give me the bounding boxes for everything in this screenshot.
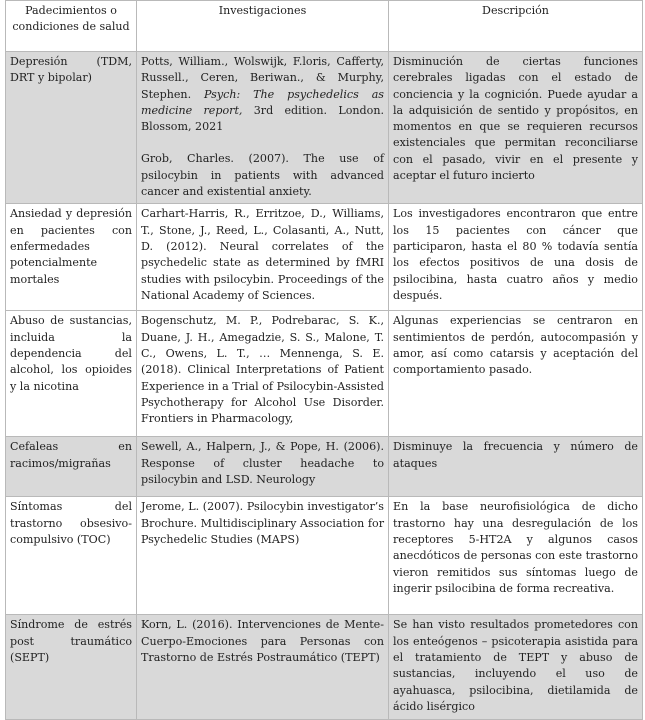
description-cell: Disminuye la frecuencia y número de ataques [389,437,643,497]
table-row [6,52,643,204]
research-cell: Sewell, A., Halpern, J., & Pope, H. (2006). Response of cluster headache to psilocybin and LSD. Neurology [137,437,389,497]
table-row [6,615,643,720]
header-description: Descripción [389,1,643,52]
condition-cell: Depresión (TDM, DRT y bipolar) [6,52,137,204]
citation-text: Potts, William., Wolswijk, F.loris, Cafferty, Russell., Ceren, Beriwan., & Murphy, Stephen. [141,55,384,101]
citation-text: 3rd edition. London. Blossom, 2021 [141,103,384,134]
condition-cell: Síndrome de estrés post traumático (SEPT) [6,615,137,720]
research-cell: Jerome, L. (2007). Psilocybin investigator’s Brochure. Multidisciplinary Association for Psychedelic Studies (MAPS) [137,497,389,615]
table-header-row [6,1,643,52]
research-cell: Bogenschutz, M. P., Podrebarac, S. K., Duane, J. H., Amegadzie, S. S., Malone, T. C., Owens, L. T., … Mennenga, S. E. (2018). Clinical Interpretations of Patient Experience in a Trial of Psilocybin-Assisted Psychotherapy for Alcohol Use Disorder. Frontiers in Pharmacology, [137,311,389,437]
description-cell: Disminución de ciertas funciones cerebrales ligadas con el estado de conciencia y la cognición. Puede ayudar a la adquisición de sentido y propósitos, en momentos en que se requieren recursos existenciales que permitan reconciliarse con el pasado, vivir en el presente y aceptar el futuro incierto [389,52,643,204]
citation-title-italic: Psych: The psychedelics as medicine report, [141,87,385,117]
description-cell: Algunas experiencias se centraron en sentimientos de perdón, autocompasión y amor, así como catarsis y aceptación del comportamiento pasado. [389,311,643,437]
condition-cell: Síntomas del trastorno obsesivo-compulsivo (TOC) [6,497,137,615]
research-table [5,0,643,720]
header-research: Investigaciones [137,1,389,52]
research-cell: Korn, L. (2016). Intervenciones de Mente-Cuerpo-Emociones para Personas con Trastorno de Estrés Postraumático (TEPT) [137,615,389,720]
condition-cell: Cefaleas en racimos/migrañas [6,437,137,497]
research-cell [137,52,389,204]
description-cell: Se han visto resultados prometedores con los enteógenos – psicoterapia asistida para el tratamiento de TEPT y abuso de sustancias, incluyendo el uso de ayahuasca, psilocibina, dietilamida de ácido lisérgico [389,615,643,720]
condition-cell: Abuso de sustancias, incluida la dependencia del alcohol, los opioides y la nicotina [6,311,137,437]
condition-cell: Ansiedad y depresión en pacientes con enfermedades potencialmente mortales [6,204,137,311]
table-row [6,204,643,311]
table-row [6,311,643,437]
citation-text: Grob, Charles. (2007). The use of psilocybin in patients with advanced cancer and existential anxiety. [141,152,384,199]
table-row [6,437,643,497]
research-cell: Carhart-Harris, R., Erritzoe, D., Williams, T., Stone, J., Reed, L., Colasanti, A., Nutt, D. (2012). Neural correlates of the psychedelic state as determined by fMRI studies with psilocybin. Proceedings of the National Academy of Sciences. [137,204,389,311]
description-cell: En la base neurofisiológica de dicho trastorno hay una desregulación de los receptores 5-HT2A y algunos casos anecdóticos de personas con este trastorno vieron remitidos sus síntomas luego de ingerir psilocibina de forma recreativa. [389,497,643,615]
description-cell: Los investigadores encontraron que entre los 15 pacientes con cáncer que participaron, hasta el 80 % todavía sentía los efectos positivos de una dosis de psilocibina, hasta cuatro años y medio después. [389,204,643,311]
table-row [6,497,643,615]
header-condition: Padecimientos o condiciones de salud [6,1,137,52]
